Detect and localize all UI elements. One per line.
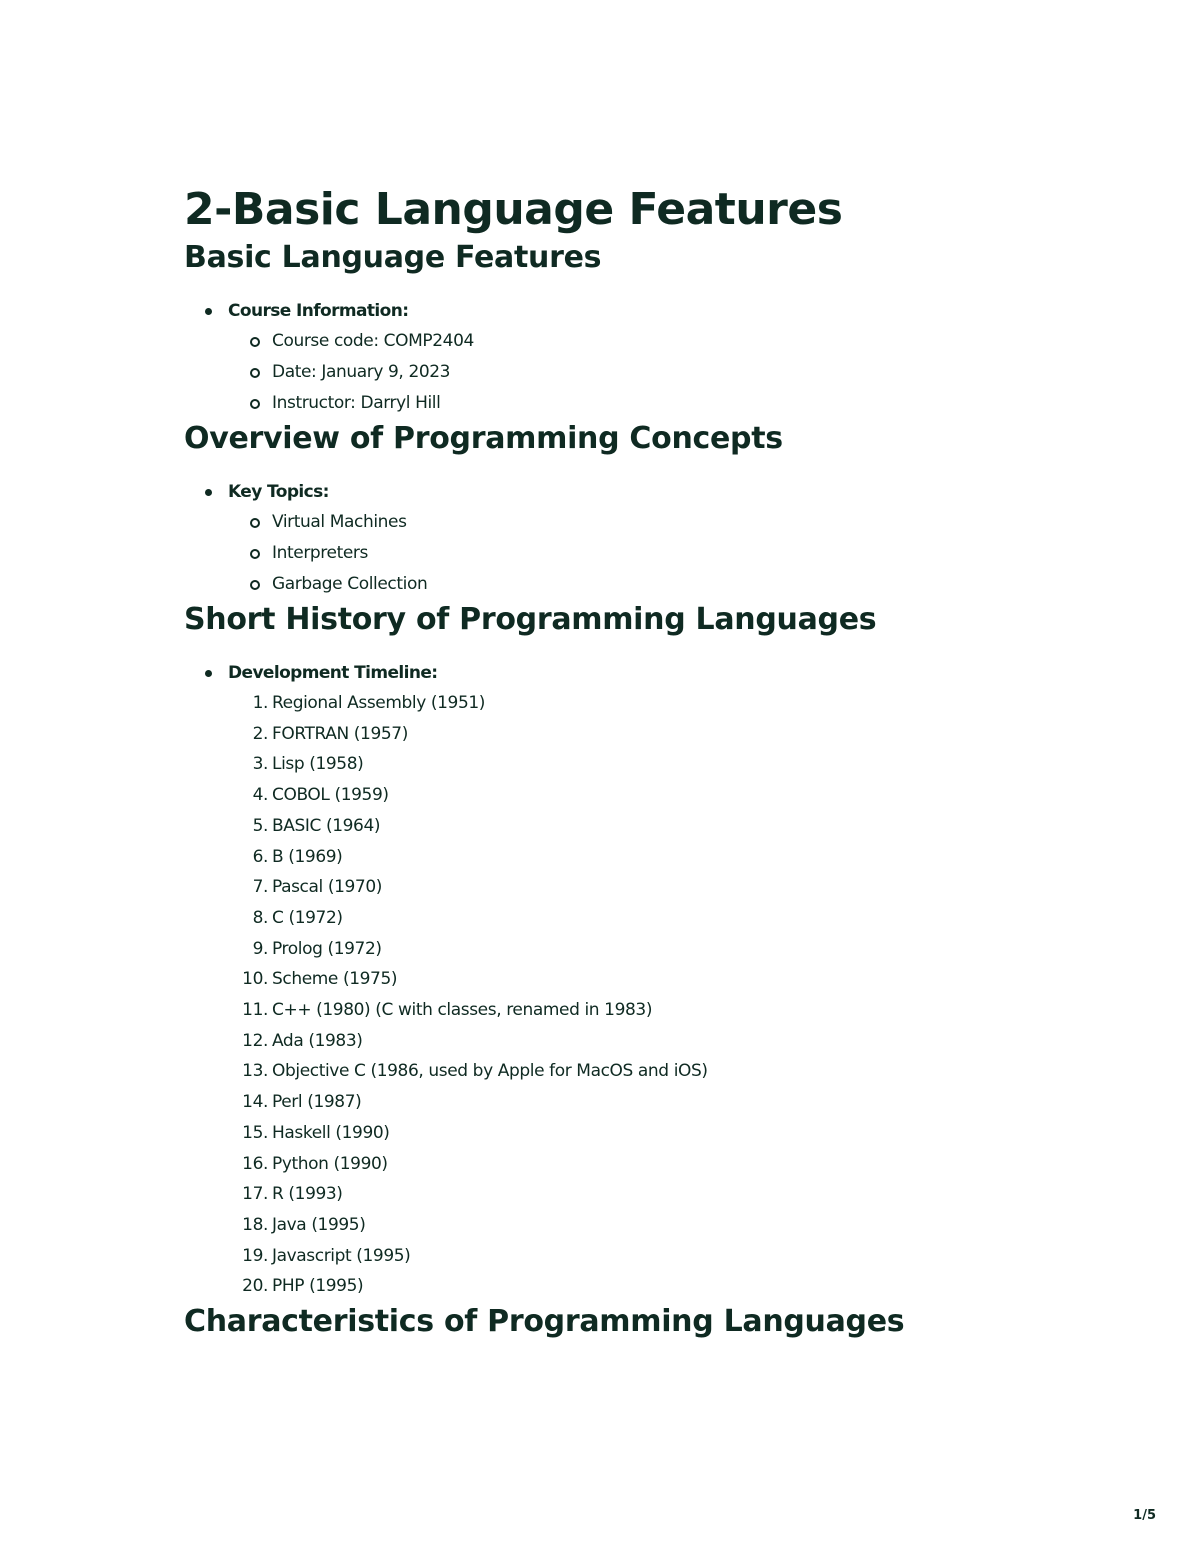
timeline-item-text: Perl (1987) bbox=[272, 1092, 362, 1113]
timeline-item bbox=[228, 1149, 1144, 1180]
key-topics-label: Key Topics: bbox=[228, 482, 329, 502]
timeline-item-text: Ada (1983) bbox=[272, 1030, 363, 1051]
timeline-item-text: Haskell (1990) bbox=[272, 1122, 390, 1143]
timeline-item-text: R (1993) bbox=[272, 1184, 343, 1205]
timeline-item bbox=[228, 872, 1144, 903]
timeline-item-number: 16. bbox=[242, 1153, 268, 1174]
timeline-item bbox=[228, 1241, 1144, 1272]
timeline-item-text: FORTRAN (1957) bbox=[272, 723, 408, 744]
page-number: 1/5 bbox=[1133, 1508, 1156, 1523]
document-content bbox=[184, 182, 1144, 1342]
timeline-item-text: Pascal (1970) bbox=[272, 877, 382, 898]
timeline-item bbox=[228, 1026, 1144, 1057]
timeline-item-text: Objective C (1986, used by Apple for MacOS and iOS) bbox=[272, 1061, 708, 1082]
timeline-item-text: Regional Assembly (1951) bbox=[272, 693, 486, 713]
timeline-item bbox=[228, 749, 1144, 780]
key-topics-sublist bbox=[228, 507, 1144, 600]
section-heading-overview: Overview of Programming Concepts bbox=[184, 421, 783, 456]
timeline-item-text: Prolog (1972) bbox=[272, 938, 382, 959]
timeline-item-number: 4. bbox=[252, 785, 268, 806]
bullet-circle-icon bbox=[250, 518, 260, 528]
timeline-item-number: 19. bbox=[242, 1245, 268, 1266]
timeline-item bbox=[228, 780, 1144, 811]
topic-text: Virtual Machines bbox=[272, 512, 407, 532]
list-item bbox=[184, 658, 1144, 1302]
list-item bbox=[228, 507, 1144, 538]
timeline-item-number: 11. bbox=[242, 1000, 268, 1021]
timeline-item bbox=[228, 903, 1144, 934]
timeline-item-number: 3. bbox=[252, 754, 268, 775]
bullet-circle-icon bbox=[250, 337, 260, 347]
bullet-circle-icon bbox=[250, 580, 260, 590]
timeline-item-number: 5. bbox=[252, 815, 268, 836]
timeline-item-number: 7. bbox=[252, 877, 268, 898]
course-information-list bbox=[184, 296, 1144, 419]
timeline-item bbox=[228, 964, 1144, 995]
timeline-item bbox=[228, 842, 1144, 873]
timeline-item bbox=[228, 811, 1144, 842]
list-item bbox=[228, 388, 1144, 419]
timeline-item-number: 12. bbox=[242, 1030, 268, 1051]
timeline-item-text: C++ (1980) (C with classes, renamed in 1983) bbox=[272, 1000, 653, 1021]
timeline-item-text: Scheme (1975) bbox=[272, 969, 398, 990]
section-heading-history: Short History of Programming Languages bbox=[184, 602, 877, 637]
timeline-item-text: Lisp (1958) bbox=[272, 754, 364, 775]
bullet-circle-icon bbox=[250, 549, 260, 559]
timeline-item-number: 18. bbox=[242, 1214, 268, 1235]
timeline-item-number: 14. bbox=[242, 1092, 268, 1113]
timeline-item-number: 17. bbox=[242, 1184, 268, 1205]
section-heading-characteristics: Characteristics of Programming Languages bbox=[184, 1304, 905, 1340]
timeline-item-number: 2. bbox=[252, 723, 268, 744]
course-details-sublist bbox=[228, 326, 1144, 419]
timeline-item-text: C (1972) bbox=[272, 907, 343, 928]
development-timeline-label: Development Timeline: bbox=[228, 663, 438, 683]
timeline-item bbox=[228, 1087, 1144, 1118]
timeline-item bbox=[228, 1271, 1144, 1302]
topic-text: Garbage Collection bbox=[272, 574, 428, 594]
timeline-item-text: Java (1995) bbox=[272, 1214, 366, 1235]
timeline-item-number: 1. bbox=[252, 693, 268, 713]
bullet-circle-icon bbox=[250, 368, 260, 378]
timeline-item-text: Python (1990) bbox=[272, 1153, 388, 1174]
timeline-item-number: 10. bbox=[242, 969, 268, 990]
timeline-item-number: 15. bbox=[242, 1122, 268, 1143]
timeline-item-number: 20. bbox=[242, 1276, 268, 1297]
bullet-circle-icon bbox=[250, 399, 260, 409]
bullet-dot-icon bbox=[205, 489, 212, 496]
course-code-text: Course code: COMP2404 bbox=[272, 331, 474, 351]
timeline-item bbox=[228, 934, 1144, 965]
timeline-item bbox=[228, 1056, 1144, 1087]
list-item bbox=[184, 296, 1144, 419]
list-item bbox=[228, 357, 1144, 388]
topic-text: Interpreters bbox=[272, 543, 368, 563]
timeline-item-text: COBOL (1959) bbox=[272, 785, 389, 806]
list-item bbox=[228, 569, 1144, 600]
timeline-item-number: 13. bbox=[242, 1061, 268, 1082]
development-timeline-list bbox=[184, 658, 1144, 1302]
list-item bbox=[184, 477, 1144, 600]
timeline-item bbox=[228, 1179, 1144, 1210]
timeline-item bbox=[228, 1210, 1144, 1241]
list-item bbox=[228, 538, 1144, 569]
section-heading-basic-language-features: Basic Language Features bbox=[184, 240, 602, 275]
timeline-item bbox=[228, 995, 1144, 1026]
course-instructor-text: Instructor: Darryl Hill bbox=[272, 393, 441, 413]
timeline-item-number: 8. bbox=[252, 907, 268, 928]
timeline-item bbox=[228, 719, 1144, 750]
course-information-label: Course Information: bbox=[228, 301, 409, 321]
timeline-item-text: B (1969) bbox=[272, 846, 343, 867]
timeline-item-number: 6. bbox=[252, 846, 268, 867]
timeline-item-text: Javascript (1995) bbox=[272, 1245, 411, 1266]
document-title: 2-Basic Language Features bbox=[184, 184, 843, 235]
timeline-item-text: BASIC (1964) bbox=[272, 815, 381, 836]
timeline-item bbox=[228, 688, 1144, 719]
bullet-dot-icon bbox=[205, 670, 212, 677]
timeline-item bbox=[228, 1118, 1144, 1149]
timeline-item-number: 9. bbox=[252, 938, 268, 959]
key-topics-list bbox=[184, 477, 1144, 600]
timeline-item-text: PHP (1995) bbox=[272, 1276, 364, 1297]
bullet-dot-icon bbox=[205, 308, 212, 315]
timeline-ordered-list bbox=[228, 688, 1144, 1302]
list-item bbox=[228, 326, 1144, 357]
course-date-text: Date: January 9, 2023 bbox=[272, 362, 451, 382]
